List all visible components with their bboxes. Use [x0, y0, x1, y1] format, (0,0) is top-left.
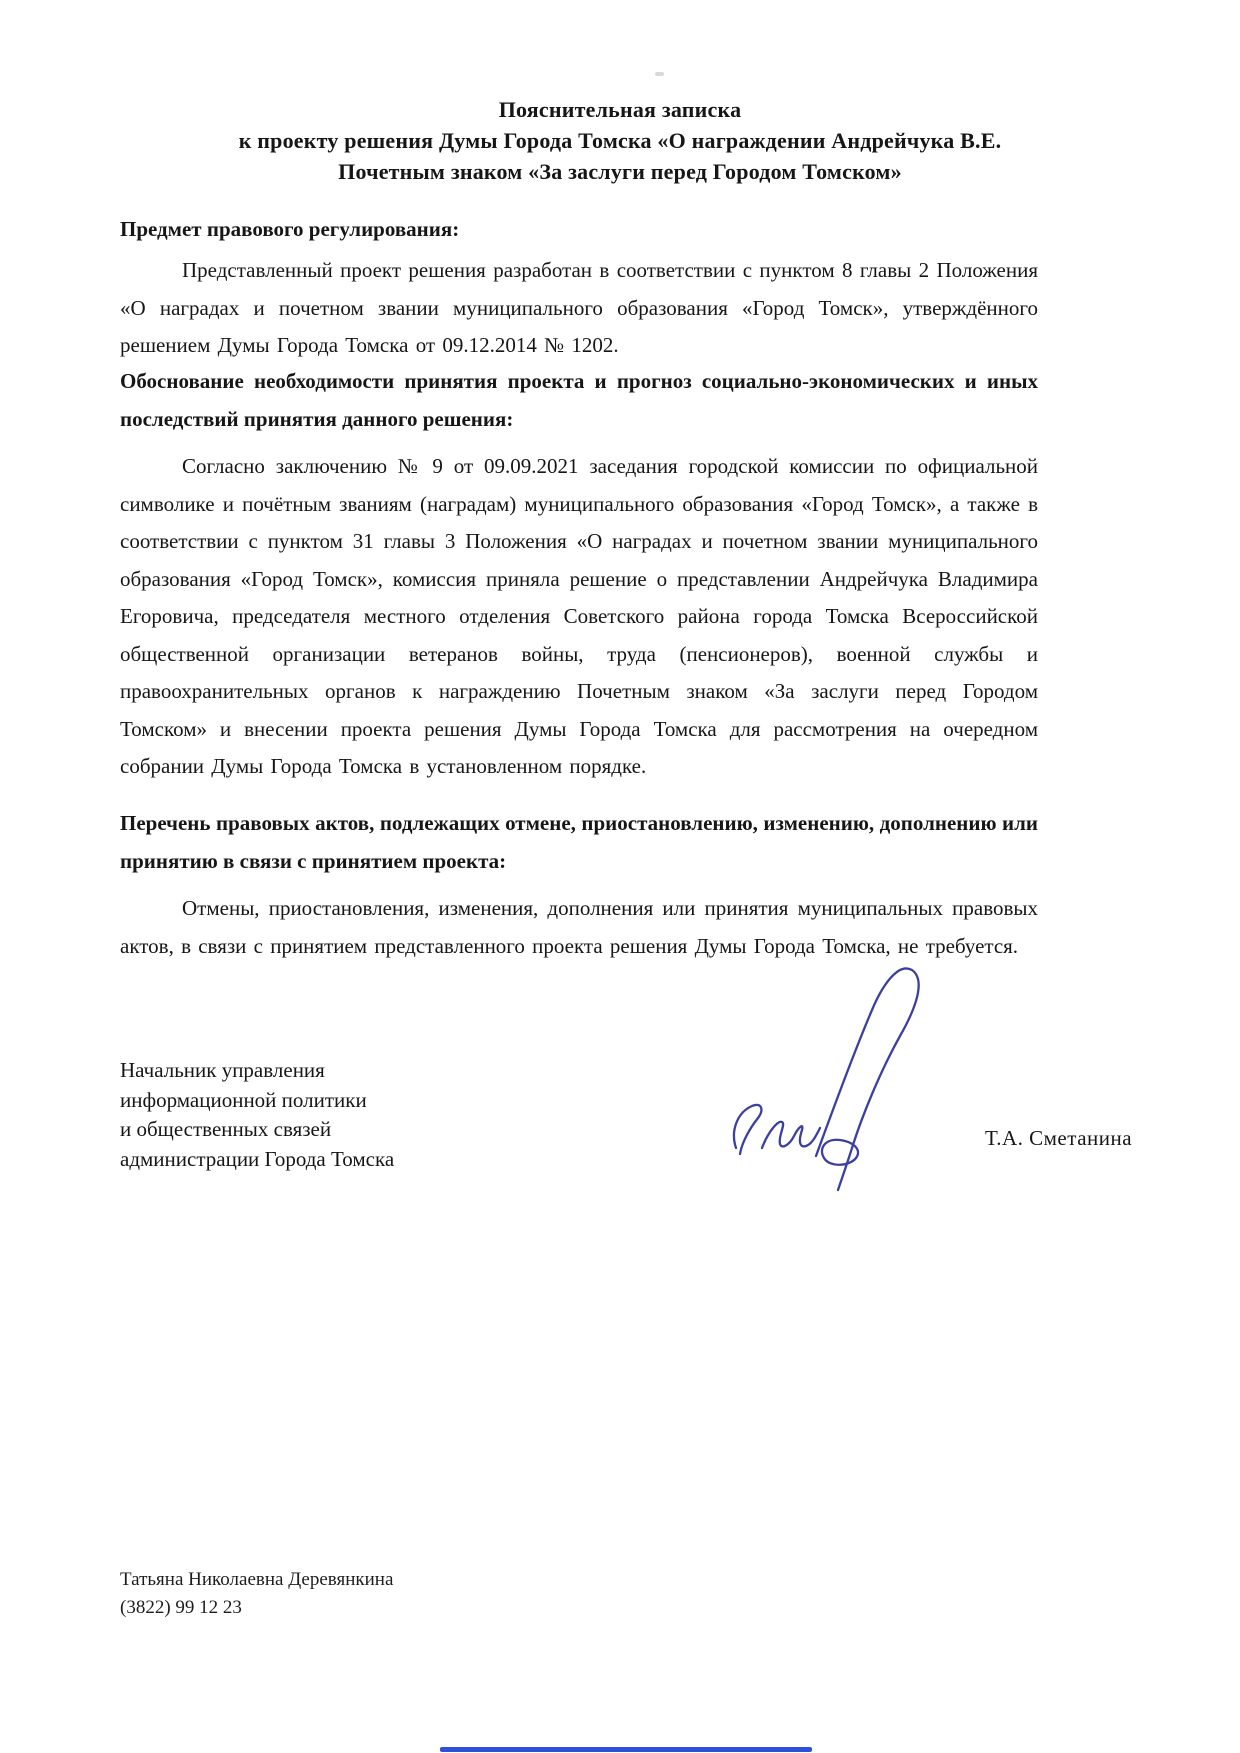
title-line-1: Пояснительная записка [498, 97, 742, 122]
scan-artifact [655, 72, 664, 76]
signee-name: Т.А. Сметанина [985, 1126, 1133, 1150]
title-line-3: Почетным знаком «За заслуги перед Городом Томском» [338, 159, 902, 184]
signature-ink-icon [728, 952, 943, 1192]
section-heading-subject: Предмет правового регулирования: [120, 217, 460, 241]
contact-phone: (3822) 99 12 23 [120, 1597, 242, 1618]
contact-block [120, 1566, 393, 1622]
section-heading-acts-list: Перечень правовых актов, подлежащих отмене, приостановлению, изменению, дополнению или принятию в связи с принятием проекта: [120, 811, 1038, 873]
signatory-position-line-4: администрации Города Томска [120, 1146, 395, 1171]
document-title [0, 94, 1240, 187]
page-bottom-accent-line [440, 1747, 812, 1752]
signatory-position-line-1: Начальник управления [120, 1058, 325, 1082]
signatory-position-line-2: информационной политики [120, 1087, 367, 1112]
section-body-subject: Представленный проект решения разработан в соответствии с пунктом 8 главы 2 Положения «О наградах и почетном звании муниципального образования «Город Томск», утверждённого решением Думы Города Томска от 09.12.2014 № 1202. [120, 258, 1038, 357]
contact-person-name: Татьяна Николаевна Деревянкина [120, 1569, 394, 1590]
section-body-justification: Согласно заключению № 9 от 09.09.2021 заседания городской комиссии по официальной символике и почётным званиям (наградам) муниципального образования «Город Томск», а также в соответствии с пунктом 31 главы 3 Положения «О наградах и почетном звании муниципального образования «Город Томск», комиссия приняла решение о представлении Андрейчука Владимира Егоровича, председателя местного отделения Советского района города Томска Всероссийской общественной организации ветеранов войны, труда (пенсионеров), военной службы и правоохранительных органов к награждению Почетным знаком «За заслуги перед Городом Томском» и внесении проекта решения Думы Города Томска для рассмотрения на очередном собрании Думы Города Томска в установленном порядке. [120, 454, 1038, 778]
section-body-acts-list: Отмены, приостановления, изменения, дополнения или принятия муниципальных правовых актов, в связи с принятием представленного проекта решения Думы Города Томска, не требуется. [120, 896, 1038, 958]
title-line-2: к проекту решения Думы Города Томска «О награждении Андрейчука В.Е. [238, 128, 1002, 153]
handwritten-signature [728, 952, 943, 1192]
signatory-position-line-3: и общественных связей [120, 1117, 332, 1141]
section-heading-justification: Обоснование необходимости принятия проекта и прогноз социально-экономических и иных последствий принятия данного решения: [120, 369, 1038, 431]
signatory-position-block [120, 1056, 540, 1174]
